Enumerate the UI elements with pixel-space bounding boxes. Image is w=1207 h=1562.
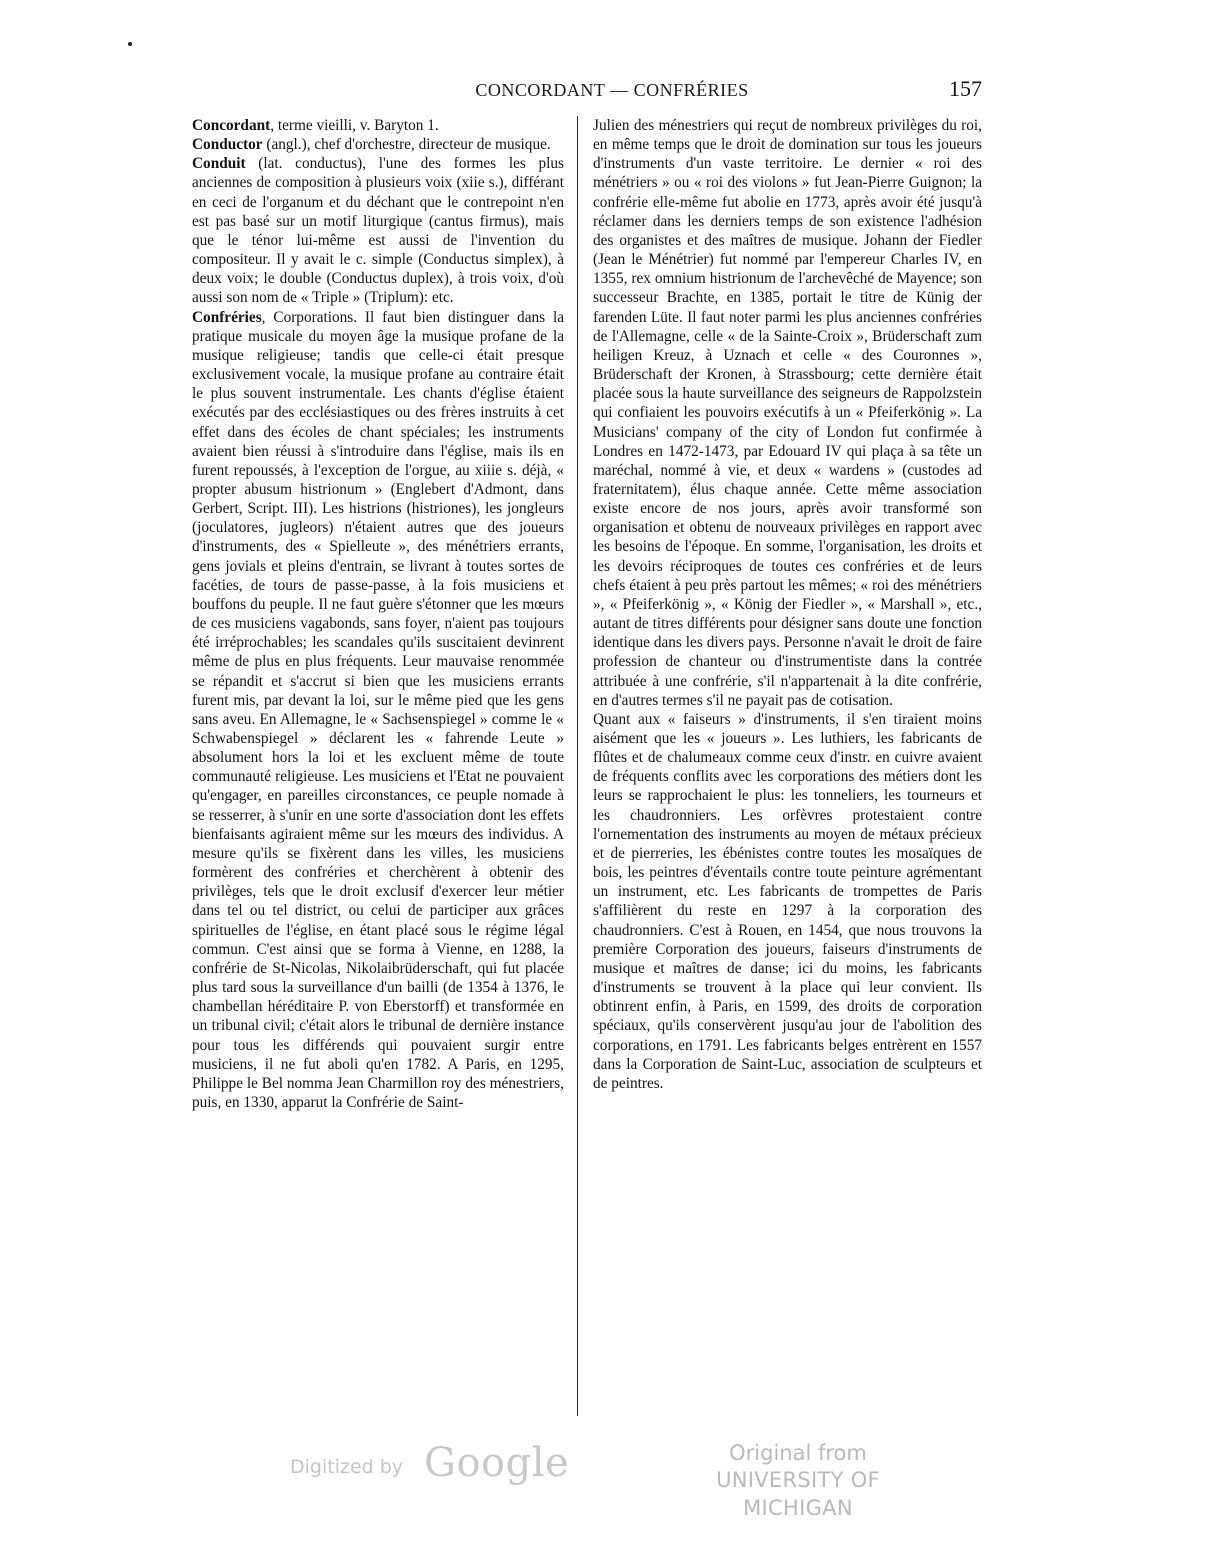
headword: Conductor	[192, 136, 263, 154]
paragraph-faiseurs: Quant aux « faiseurs » d'instruments, il s'en tiraient moins aisément que les « joueurs ». Les luthiers, les fabricants de flûtes et de chalumeaux comme ceux d'instr. en cuivre avaient de fréquents conflits avec les corporations des métiers dont les leurs se rapprochaient le plus: les tonneliers, les tourneurs et les chaudronniers. Les orfèvres protestaient contre l'ornementation des instruments au moyen de métaux précieux et de pierreries, les ébénistes contre toutes les mosaïques de bois, les peintres d'éventails contre toute peinture agrémentant un instrument, etc. Les fabricants de trompettes de Paris s'affilièrent du reste en 1297 à la corporation des chaudronniers. C'est à Rouen, en 1454, que nous trouvons la première Corporation des joueurs, faiseurs d'instruments de musique et maîtres de danse; ici du moins, les fabricants d'instruments se trouvent à la place qui leur convient. Ils obtinrent enfin, à Paris, en 1599, des droits de corporation spéciaux, qu'ils conservèrent jusqu'au jour de l'abolition des corporations, en 1791. Les fabricants belges entrèrent en 1557 dans la Corporation de Saint-Luc, association de sculpteurs et de peintres.	[593, 710, 982, 1092]
right-column	[593, 116, 982, 1426]
column-divider	[577, 116, 578, 1416]
digitized-by-watermark	[290, 1442, 590, 1492]
digitized-by-label: Digitized by	[290, 1456, 404, 1478]
original-from-label: Original from	[729, 1441, 867, 1465]
running-head: CONCORDANT — CONFRÉRIES	[475, 80, 749, 100]
scan-speck	[128, 42, 132, 46]
entry-concordant: Concordant, terme vieilli, v. Baryton 1.	[192, 117, 439, 134]
original-from-watermark	[668, 1440, 928, 1522]
google-logo: Google	[424, 1440, 570, 1486]
headword: Confréries	[192, 308, 262, 326]
page-header	[192, 78, 982, 106]
entry-conductor: Conductor (angl.), chef d'orchestre, directeur de musique.	[192, 136, 551, 154]
page-number: 157	[949, 76, 982, 101]
headword: Concordant	[192, 117, 271, 134]
left-column	[192, 116, 564, 1426]
university-label: UNIVERSITY OF MICHIGAN	[716, 1468, 880, 1520]
headword: Conduit	[192, 155, 246, 173]
entry-conduit: Conduit (lat. conductus), l'une des formes les plus anciennes de composition à plusieurs voix (xiie s.), différant en ceci de l'organum et du déchant que le contrepoint n'en est pas basé sur un motif liturgique (cantus firmus), mais que le ténor lui-même est aussi de l'invention du compositeur. Il y avait le c. simple (Conductus simplex), à deux voix; le double (Conductus duplex), à trois voix, d'où aussi son nom de « Triple » (Triplum): etc.	[192, 155, 564, 307]
paragraph-confreries-continued: Julien des ménestriers qui reçut de nombreux privilèges du roi, en même temps que le droit de domination sur tous les joueurs d'instruments d'un vaste territoire. Le dernier « roi des ménétriers » ou « roi des violons » fut Jean-Pierre Guignon; la confrérie elle-même fut abolie en 1773, après avoir été jusqu'à réclamer dans les derniers temps de son existence l'adhésion des organistes et des maîtres de musique. Johann der Fiedler (Jean le Ménétrier) fut nommé par l'empereur Charles IV, en 1355, rex omnium histrionum de l'archevêché de Mayence; son successeur Brachte, en 1385, portait le titre de Künig der farenden Lüte. Il faut noter parmi les plus anciennes confréries de l'Allemagne, celle « de la Sainte-Croix », Brüderschaft zum heiligen Kreuz, à Uznach et celle « des Couronnes », Brüderschaft der Kronen, à Strassbourg; cette dernière était placée sous la haute surveillance des seigneurs de Rappolzstein qui confiaient les pouvoirs exécutifs à un « Pfeiferkönig ». La Musicians' company of the city of London fut confirmée à Londres en 1472-1473, par Edouard IV qui plaça à sa tête un maréchal, nommé à vie, et deux « wardens » (custodes ad fraternitatem), élus chaque année. Cette même association existe encore de nos jours, après avoir transformé son organisation et obtenu de nouveaux privilèges en rapport avec les besoins de l'époque. En somme, l'organisation, les droits et les devoirs réciproques de toutes ces confréries et de leurs chefs étaient à peu près partout les mêmes; « roi des ménétriers », « Pfeiferkönig », « König der Fiedler », « Marshall », etc., autant de titres différents pour désigner sans doute une fonction identique dans les divers pays. Personne n'avait le droit de faire profession de chanteur ou d'instrumentiste dans la contrée attribuée à une confrérie, s'il n'appartenait à la dite confrérie, en d'autres termes s'il ne payait pas de cotisation.	[593, 117, 982, 709]
entry-confreries: Confréries, Corporations. Il faut bien distinguer dans la pratique musicale du moyen âge la musique profane de la musique religieuse; tandis que celle-ci était presque exclusivement vocale, la musique profane au contraire était le plus souvent instrumentale. Les chants d'église étaient exécutés par des ecclésiastiques ou des frères instruits à cet effet dans des écoles de chant spéciales; les instruments avaient bien réussi à s'introduire dans l'église, mais ils en furent repoussés, à l'exception de l'orgue, au xiiie s. déjà, « propter abusum histrionum » (Englebert d'Admont, dans Gerbert, Script. III). Les histrions (histriones), les jongleurs (joculatores, jugleors) n'étaient autres que des joueurs d'instruments, des « Spielleute », des ménétriers errants, gens jovials et pleins d'entrain, se livrant à toutes sortes de facéties, de tours de passe-passe, à la fois musiciens et bouffons du peuple. Il ne faut guère s'étonner que les mœurs de ces musiciens vagabonds, sans foyer, n'aient pas toujours été irréprochables; les scandales qu'ils suscitaient devinrent même de plus en plus fréquents. Leur mauvaise renommée se répandit et s'accrut si bien que les musiciens errants furent mis, par devant la loi, sur le même pied que les gens sans aveu. En Allemagne, le « Sachsenspiegel » comme le « Schwabenspiegel » déclarent les « fahrende Leute » absolument hors la loi et les excluent même de toute communauté religieuse. Les musiciens et l'Etat ne pouvaient qu'engager, en pareilles circonstances, ce peuple nomade à se resserrer, à s'unir en une sorte d'association dont les effets bienfaisants agiraient même sur les mœurs des individus. A mesure qu'ils se fixèrent dans les villes, les musiciens formèrent des confréries et cherchèrent à obtenir des privilèges, tels que le droit exclusif d'exercer leur métier dans tel ou tel district, ou celui de participer aux grâces spirituelles de l'église, en étant placé sous le régime légal commun. C'est ainsi que se forma à Vienne, en 1288, la confrérie de St-Nicolas, Nikolaibrüderschaft, qui fut placée plus tard sous la surveillance d'un bailli (de 1354 à 1376, le chambellan héréditaire P. von Eberstorff) et transformée en un tribunal civil; c'était alors le tribunal de dernière instance pour tous les différends qui pouvaient surgir entre musiciens, il ne fut aboli qu'en 1782. A Paris, en 1295, Philippe le Bel nomma Jean Charmillon roy des ménestriers, puis, en 1330, apparut la Confrérie de Saint-	[192, 308, 564, 1111]
